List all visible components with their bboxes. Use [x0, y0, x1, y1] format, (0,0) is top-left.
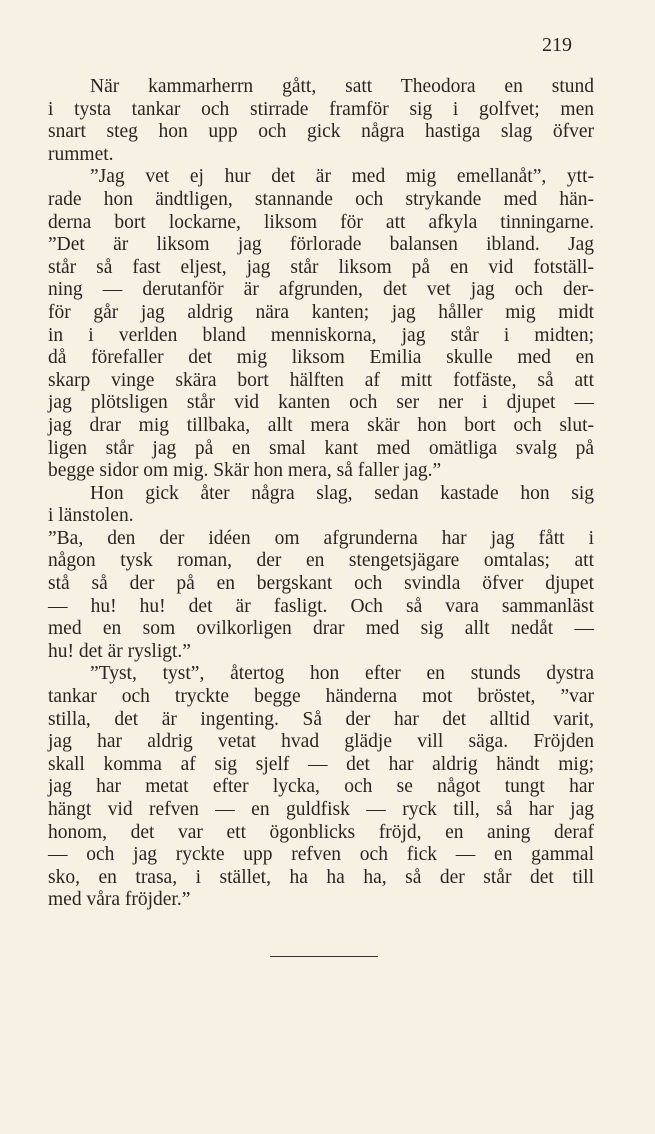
text-line: tankar och tryckte begge händerna mot bröstet, ”var	[48, 686, 594, 708]
text-line: — hu! hu! det är fasligt. Och så vara sammanläst	[48, 595, 594, 617]
text-line: skall komma af sig sjelf — det har aldrig händt mig;	[48, 753, 594, 775]
page-number: 219	[542, 34, 572, 56]
text-line: jag drar mig tillbaka, allt mera skär hon bort och slut-	[48, 414, 594, 436]
text-line: ”Jag vet ej hur det är med mig emellanåt”, ytt-	[90, 166, 594, 188]
text-line: stilla, det är ingenting. Så der har det alltid varit,	[48, 708, 594, 730]
text-line: sko, en trasa, i stället, ha ha ha, så der står det till	[48, 866, 594, 888]
text-line: hängt vid refven — en guldfisk — ryck till, så har jag	[48, 799, 594, 820]
text-line: med en som ovilkorligen drar med sig allt nedåt —	[48, 618, 594, 640]
text-line: ligen står jag på en smal kant med omätliga svalg på	[48, 437, 594, 459]
text-line: står så fast eljest, jag står liksom på en vid fotställ-	[48, 256, 594, 278]
text-line: ”Ba, den der idéen om afgrunderna har jag fått i	[48, 527, 594, 549]
text-line: jag har aldrig vetat hvad glädje vill säga. Fröjden	[48, 731, 594, 753]
text-line: jag har metat efter lycka, och se något tungt har	[48, 776, 594, 798]
text-line: någon tysk roman, der en stengetsjägare omtalas; att	[48, 550, 594, 572]
body-text	[48, 76, 594, 912]
text-line: stå så der på en bergskant och svindla öfver djupet	[48, 573, 594, 595]
text-line: ning — derutanför är afgrunden, det vet jag och der-	[48, 279, 594, 301]
text-line: då förefaller det mig liksom Emilia skulle med en	[48, 347, 594, 369]
text-line: derna bort lockarne, liksom för att afkyla tinningarne.	[48, 211, 594, 233]
text-line: — och jag ryckte upp refven och fick — en gammal	[48, 844, 594, 866]
text-line: in i verlden bland menniskorna, jag står i midten;	[48, 324, 594, 346]
text-line: ”Det är liksom jag förlorade balansen ibland. Jag	[48, 234, 594, 256]
text-line: med våra fröjder.”	[48, 889, 191, 911]
text-line: för går jag aldrig nära kanten; jag håller mig midt	[48, 301, 594, 323]
text-line: snart steg hon upp och gick några hastiga slag öfver	[48, 121, 594, 143]
text-line: i länstolen.	[48, 505, 134, 527]
text-line: begge sidor om mig. Skär hon mera, så faller jag.”	[48, 460, 442, 482]
text-line: jag plötsligen står vid kanten och ser ner i djupet —	[48, 392, 594, 414]
text-line: i tysta tankar och stirrade framför sig i golfvet; men	[48, 98, 594, 120]
text-line: ”Tyst, tyst”, återtog hon efter en stunds dystra	[90, 663, 594, 685]
end-rule-divider	[270, 956, 378, 957]
text-line: skarp vinge skära bort hälften af mitt fotfäste, så att	[48, 369, 594, 391]
text-line: hu! det är rysligt.”	[48, 640, 191, 662]
text-line: rummet.	[48, 143, 114, 165]
text-line: rade hon ändtligen, stannande och strykande med hän-	[48, 188, 594, 210]
text-line: Hon gick åter några slag, sedan kastade hon sig	[90, 482, 594, 504]
text-line: När kammarherrn gått, satt Theodora en stund	[90, 76, 594, 97]
text-line: honom, det var ett ögonblicks fröjd, en aning deraf	[48, 821, 594, 843]
